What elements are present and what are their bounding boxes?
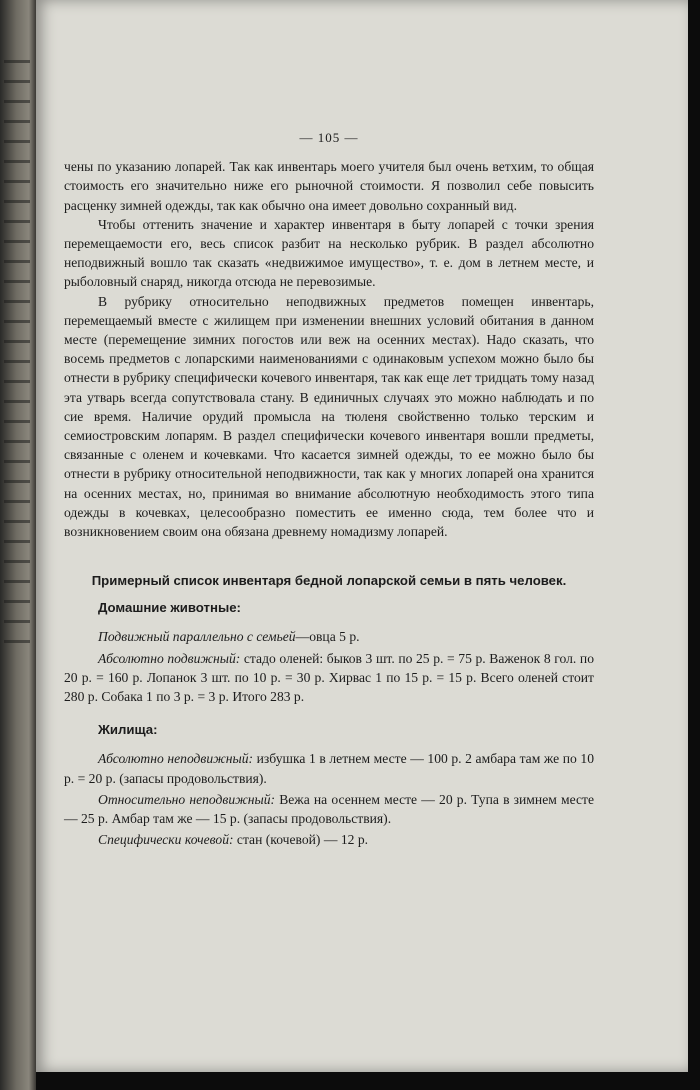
- list-entry: [64, 790, 594, 828]
- entry-text: —овца 5 р.: [295, 629, 360, 645]
- section-title-dwellings: Жилища:: [98, 722, 158, 738]
- entry-category: Абсолютно неподвижный:: [98, 751, 254, 767]
- list-entry: [64, 830, 594, 849]
- list-entry: [64, 749, 594, 787]
- entry-category: Подвижный параллельно с семьей: [98, 629, 296, 645]
- entry-category: Специфически кочевой:: [98, 832, 234, 848]
- list-entry: [64, 627, 594, 646]
- book-page: [36, 0, 688, 1072]
- entry-text: избушка 1 в летнем месте — 100 р. 2 амбара там же по 10 р. = 20 р. (запасы продовольствия).: [64, 751, 594, 786]
- entry-category: Абсолютно подвижный:: [98, 650, 241, 666]
- entry-text: Вежа на осеннем месте — 20 р. Тупа в зимнем месте — 25 р. Амбар там же — 15 р. (запасы продовольствия).: [64, 791, 594, 827]
- entry-text: стадо оленей: быков 3 шт. по 25 р. = 75 р. Важенок 8 гол. по 20 р. = 160 р. Лопанок 3 шт. по 10 р. = 30 р. Хирвас 1 по 15 р. = 15 р. Всего оленей стоит 280 р. Собака 1 по 3 р. = 3 р. Итого 283 р.: [64, 650, 594, 705]
- paragraph-3: В рубрику относительно неподвижных предметов помещен инвентарь, перемещаемый вместе с жилищем при изменении внешних условий обитания в данном месте (перемещение зимних погостов или веж на осенних местах). Надо сказать, что восемь предметов с лопарскими наименованиями с одинаковым успехом можно было бы отнести в рубрику специфически кочевого инвентаря, так как еще лет тридцать тому назад эта утварь всегда сопутствовала стану. В единичных случаях это можно наблюдать и по сие время. Наличие орудий промысла на тюленя свойственно только терским и семиостровским лопарям. В раздел специфически кочевого инвентаря вошли предметы, связанные с оленем и кочевками. Что касается зимней одежды, то ее можно было бы отнести в рубрику относительной неподвижности, так как у многих лопарей она хранится на осенних местах, но, принимая во внимание абсолютную необходимость этого типа одежды в кочевках, целесообразно поместить ее именно сюда, тем более что и возникновением своим она обязана древнему номадизму лопарей.: [64, 293, 594, 540]
- entry-text: стан (кочевой) — 12 р.: [233, 832, 369, 848]
- page-number: — 105 —: [299, 130, 359, 145]
- list-entry: [64, 649, 594, 707]
- paragraph-2: Чтобы оттенить значение и характер инвентаря в быту лопарей с точки зрения перемещаемости его, весь список разбит на несколько рубрик. В раздел абсолютно неподвижный вошло так сказать «недвижимое имущество», т. е. дом в летнем месте, и рыболовный снаряд, никогда отсюда не перевозимые.: [64, 216, 594, 290]
- page-content: [64, 128, 594, 852]
- section-title-animals: Домашние животные:: [98, 600, 241, 616]
- entry-category: Относительно неподвижный:: [98, 791, 276, 807]
- list-heading: Примерный список инвентаря бедной лопарской семьи в пять человек.: [91, 573, 567, 589]
- adjacent-page-edge: [0, 0, 36, 1090]
- paragraph-1: чены по указанию лопарей. Так как инвентарь моего учителя был очень ветхим, то общая стоимость его значительно ниже его рыночной стоимости. Я позволил себе повысить расценку зимней одежды, так как обычно она имеет довольно сохранный вид.: [64, 159, 594, 213]
